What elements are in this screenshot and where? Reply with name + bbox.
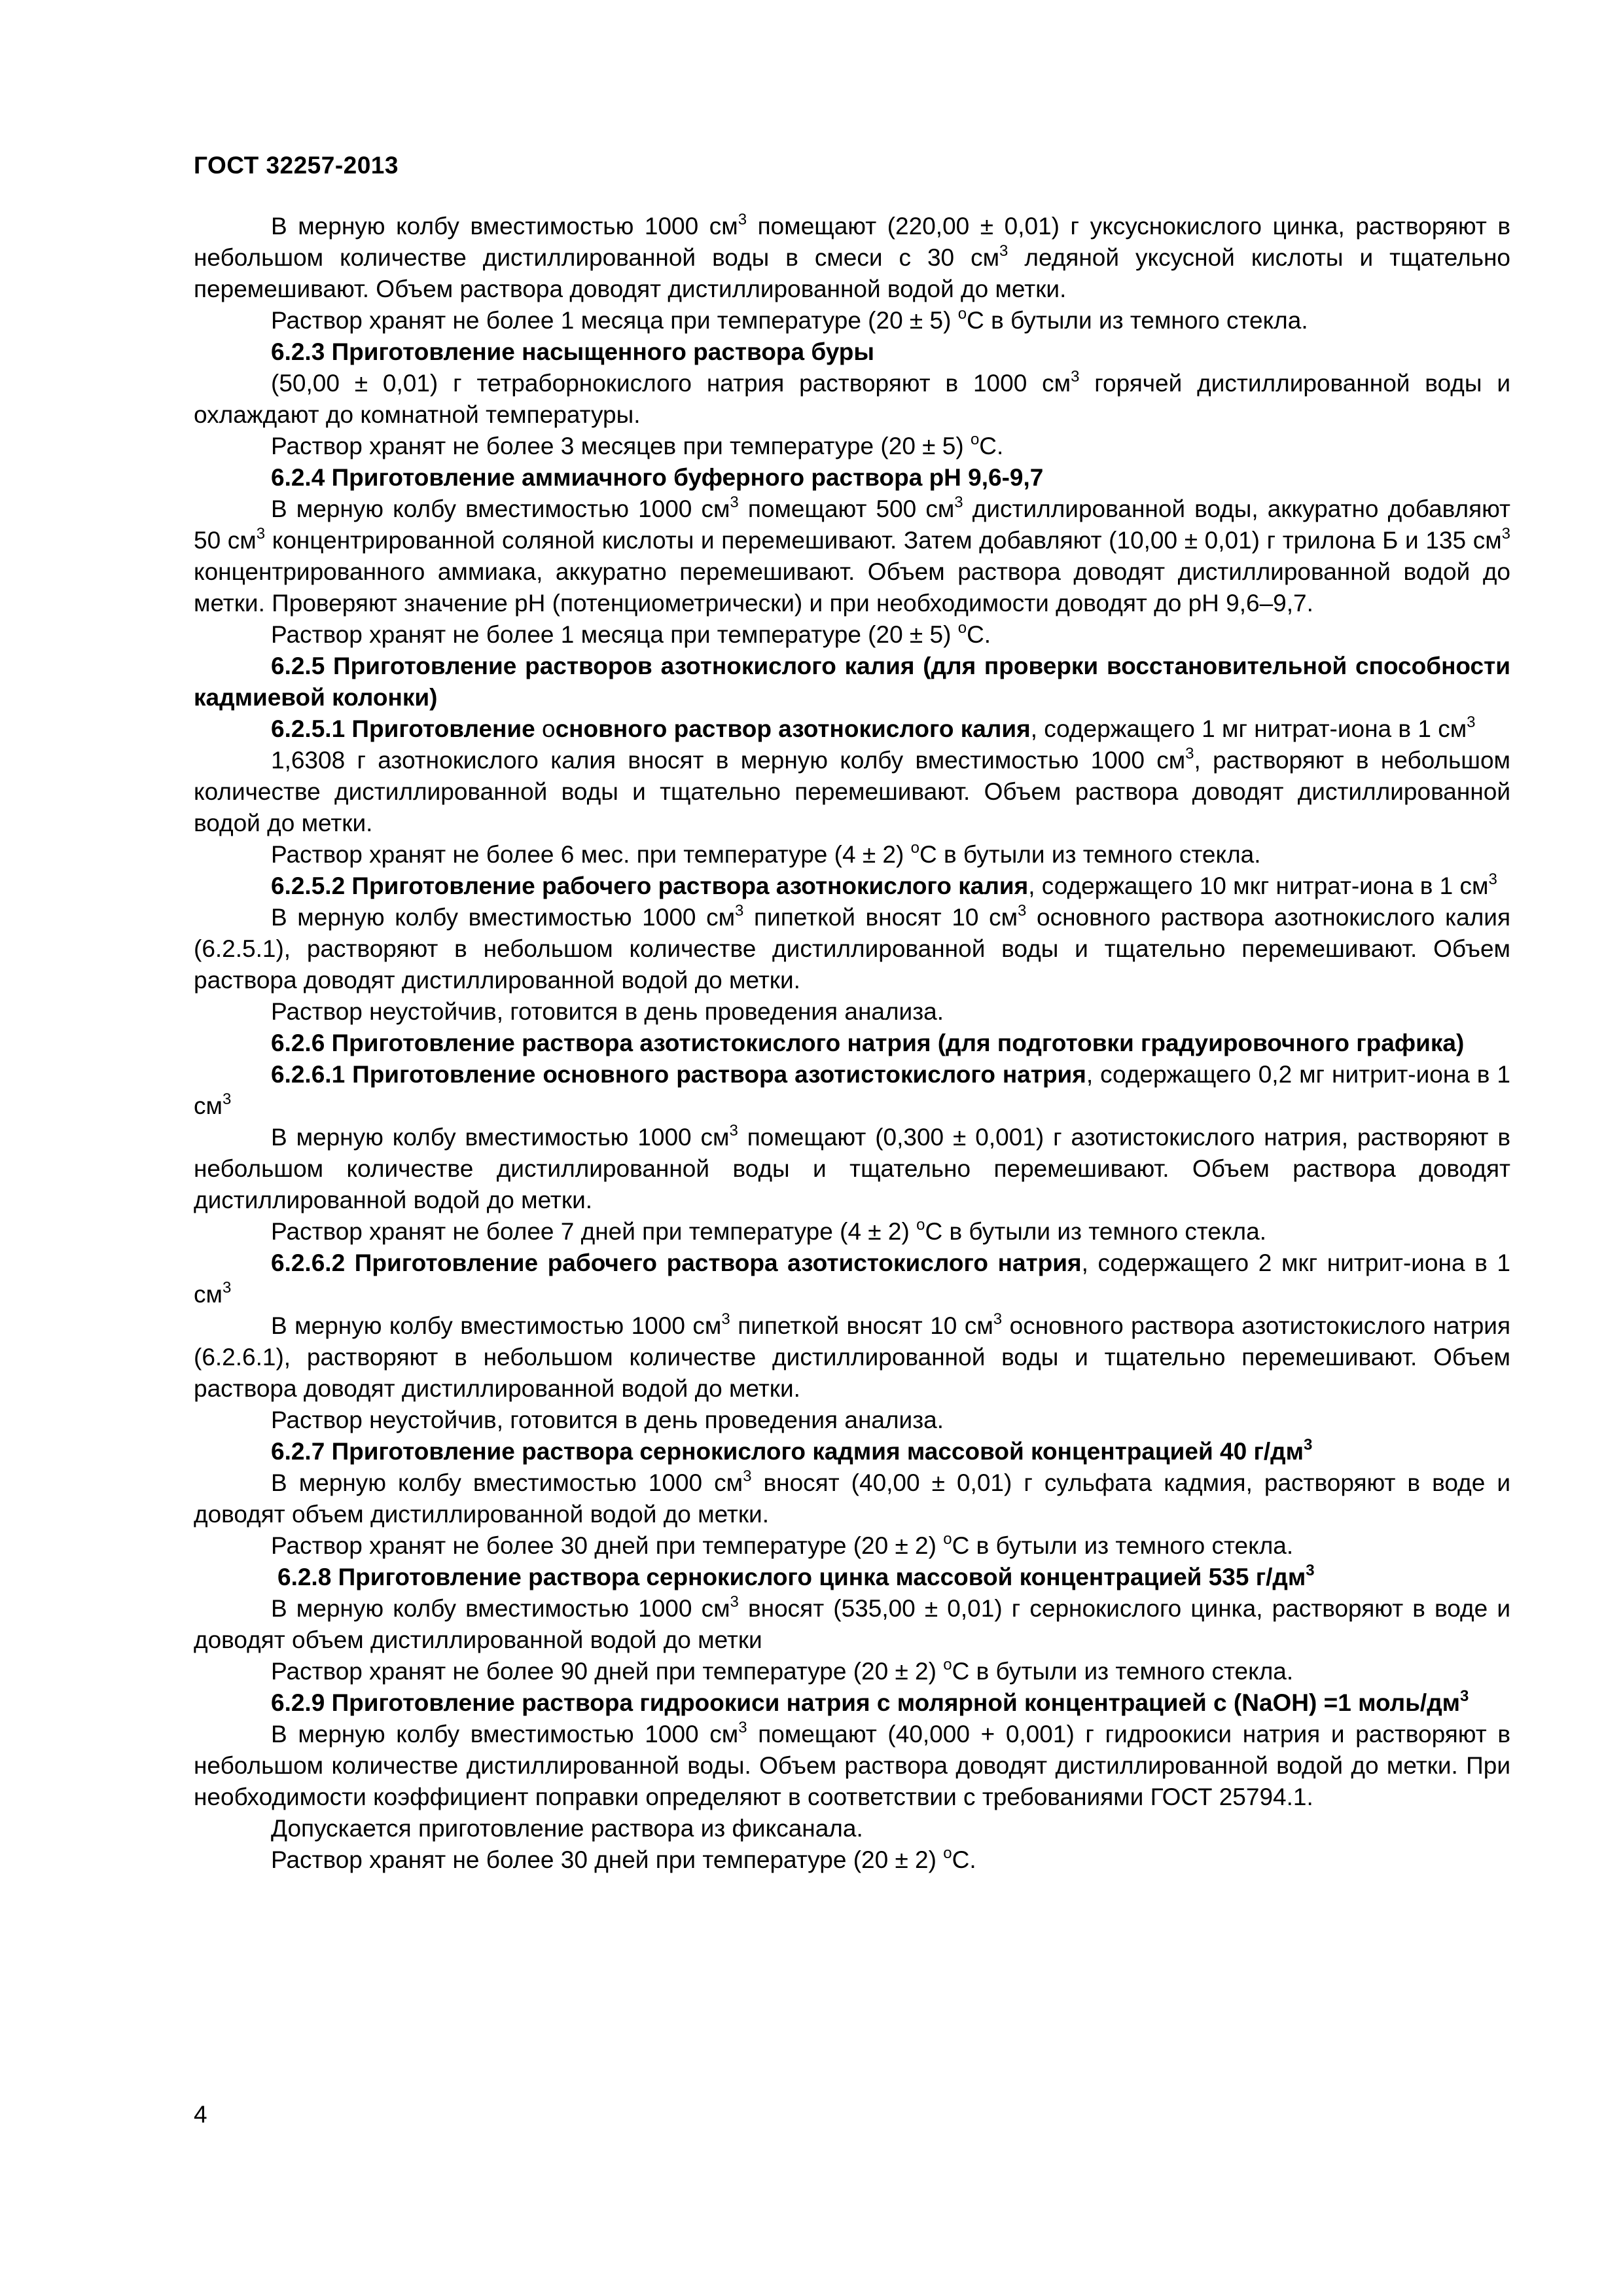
text-run: С. [979, 433, 1004, 459]
superscript: 3 [222, 1279, 232, 1297]
section-heading-h-6-2-8 [194, 1562, 1510, 1593]
superscript: 3 [1071, 368, 1080, 386]
superscript: 3 [256, 525, 266, 543]
text-run: Раствор хранят не более 90 дней при температуре (20 ± 2) [271, 1658, 944, 1685]
paragraph-p-6-2-5-2-title [194, 870, 1510, 902]
superscript: 3 [1501, 525, 1510, 543]
text-run: основного раствора азотнокислого калия (6.2.5.1), растворяют в небольшом количестве дистиллированной воды и тщательно перемешивают. Объем раствора доводят дистиллированной водой до метки. [194, 904, 1511, 994]
text-run: Раствор хранят не более 6 мес. при температуре (4 ± 2) [271, 841, 911, 868]
text-run: С в бутыли из темного стекла. [952, 1532, 1294, 1559]
paragraph-p-zinc-acetate-prep [194, 211, 1510, 305]
text-run: 6.2.5 Приготовление растворов азотнокислого калия (для проверки восстановительной способности кадмиевой колонки) [194, 653, 1510, 711]
text-run: помещают 500 см [738, 495, 955, 522]
text-run: пипеткой вносят 10 см [743, 904, 1018, 931]
superscript: 3 [738, 1719, 747, 1736]
paragraph-p-borax-prep [194, 368, 1510, 431]
text-run: В мерную колбу вместимостью 1000 см [271, 1721, 739, 1748]
text-run: , содержащего 2 мкг нитрит-иона в 1 см [194, 1249, 1510, 1308]
superscript: 3 [730, 493, 739, 511]
superscript: 3 [1467, 713, 1476, 731]
superscript: 3 [730, 1593, 739, 1611]
text-run: помещают (40,000 + 0,001) г гидроокиси натрия и растворяют в небольшом количестве дистиллированной воды. Объем раствора доводят дистиллированной водой до метки. При необходимости коэффициент поправки определяют в соответствии с требованиями ГОСТ 25794.1. [194, 1721, 1511, 1810]
text-run: 6.2.5.1 Приготовление [271, 715, 543, 742]
superscript: о [957, 305, 967, 323]
paragraph-p-zinc-acetate-storage [194, 305, 1510, 336]
text-run: горячей дистиллированной воды и охлаждают до комнатной температуры. [194, 370, 1511, 428]
superscript: 3 [738, 211, 747, 228]
text-run: ледяной уксусной кислоты и тщательно перемешивают. Объем раствора доводят дистиллированной водой до метки. [194, 244, 1510, 302]
superscript: 3 [1018, 902, 1027, 920]
superscript: 3 [993, 1310, 1003, 1328]
text-run: 1,6308 г азотнокислого калия вносят в мерную колбу вместимостью 1000 см [271, 747, 1186, 774]
text-run: С в бутыли из темного стекла. [952, 1658, 1294, 1685]
text-run: С в бутыли из темного стекла. [967, 307, 1308, 334]
superscript: 3 [999, 242, 1008, 260]
text-run: С. [952, 1846, 976, 1873]
document-standard-id: ГОСТ 32257-2013 [194, 152, 399, 179]
paragraph-p-naoh-storage [194, 1844, 1510, 1876]
paragraph-p-6-2-6-1-title [194, 1059, 1510, 1122]
superscript: 3 [1460, 1687, 1469, 1705]
section-heading-h-6-2-4 [194, 462, 1510, 493]
text-run: концентрированного аммиака, аккуратно перемешивают. Объем раствора доводят дистиллированной водой до метки. Проверяют значение рН (потенциометрически) и при необходимости доводят до рН 9,6–9,7. [194, 558, 1510, 617]
text-run: вносят (40,00 ± 0,01) г сульфата кадмия, растворяют в воде и доводят объем дистиллированной водой до метки. [194, 1469, 1511, 1528]
section-heading-h-6-2-5 [194, 651, 1510, 713]
text-run: Раствор хранят не более 30 дней при температуре (20 ± 2) [271, 1846, 944, 1873]
text-run: Раствор хранят не более 1 месяца при температуре (20 ± 5) [271, 621, 958, 648]
text-run: Раствор хранят не более 3 месяцев при температуре (20 ± 5) [271, 433, 971, 459]
superscript: о [970, 431, 980, 448]
text-run: С. [967, 621, 991, 648]
text-run: помещают (0,300 ± 0,001) г азотистокислого натрия, растворяют в небольшом количестве дистиллированной воды и тщательно перемешивают. Объем раствора доводят дистиллированной водой до метки. [194, 1124, 1511, 1213]
superscript: о [916, 1216, 925, 1234]
text-run: концентрированной соляной кислоты и перемешивают. Затем добавляют (10,00 ± 0,01) г трилона Б и 135 см [265, 527, 1502, 554]
paragraph-p-znso4-prep [194, 1593, 1510, 1656]
superscript: о [910, 839, 919, 857]
section-heading-h-6-2-3 [194, 336, 1510, 368]
text-run: Раствор неустойчив, готовится в день проведения анализа. [271, 1407, 944, 1433]
text-run: , содержащего 10 мкг нитрат-иона в 1 см [1028, 872, 1489, 899]
page-number: 4 [194, 2101, 207, 2128]
superscript: о [943, 1656, 952, 1674]
text-run: С в бутыли из темного стекла. [919, 841, 1261, 868]
paragraph-p-borax-storage [194, 431, 1510, 462]
document-body [194, 211, 1510, 1876]
text-run: Раствор неустойчив, готовится в день проведения анализа. [271, 998, 944, 1025]
text-run: В мерную колбу вместимостью 1000 см [271, 904, 736, 931]
text-run: В мерную колбу вместимостью 1000 см [271, 1595, 730, 1622]
paragraph-p-ammonia-buffer-prep [194, 493, 1510, 619]
text-run: вносят (535,00 ± 0,01) г сернокислого цинка, растворяют в воде и доводят объем дистиллированной водой до метки [194, 1595, 1510, 1653]
text-run: В мерную колбу вместимостью 1000 см [271, 495, 730, 522]
paragraph-p-nano2-working-storage [194, 1405, 1510, 1436]
superscript: 3 [729, 1122, 738, 1139]
text-run: 6.2.8 Приготовление раствора сернокислого цинка массовой концентрацией 535 г/дм [277, 1564, 1306, 1590]
superscript: о [957, 619, 967, 637]
text-run: сновного раствор азотнокислого калия [555, 715, 1031, 742]
text-run: основного раствора азотистокислого натрия (6.2.6.1), растворяют в небольшом количестве дистиллированной воды и тщательно перемешивают. Объем раствора доводят дистиллированной водой до метки. [194, 1312, 1510, 1402]
paragraph-p-nano2-stock-prep [194, 1122, 1510, 1216]
superscript: 3 [735, 902, 744, 920]
text-run: 6.2.7 Приготовление раствора сернокислого кадмия массовой концентрацией 40 г/дм [271, 1438, 1304, 1465]
paragraph-p-naoh-prep [194, 1719, 1510, 1813]
text-run: 6.2.4 Приготовление аммиачного буферного раствора рН 9,6-9,7 [271, 464, 1044, 491]
section-heading-h-6-2-6 [194, 1028, 1510, 1059]
text-run: 6.2.6.2 Приготовление рабочего раствора азотистокислого натрия [271, 1249, 1082, 1276]
text-run: В мерную колбу вместимостью 1000 см [271, 1469, 743, 1496]
text-run: В мерную колбу вместимостью 1000 см [271, 1124, 730, 1151]
text-run: Раствор хранят не более 1 месяца при температуре (20 ± 5) [271, 307, 958, 334]
text-run: помещают (220,00 ± 0,01) г уксуснокислого цинка, растворяют в небольшом количестве дистиллированной воды в смеси с 30 см [194, 213, 1510, 271]
text-run: Раствор хранят не более 7 дней при температуре (4 ± 2) [271, 1218, 917, 1245]
text-run: 6.2.9 Приготовление раствора гидроокиси натрия с молярной концентрацией с (NaOH) =1 моль/дм [271, 1689, 1461, 1716]
text-run: В мерную колбу вместимостью 1000 см [271, 213, 738, 240]
superscript: 3 [222, 1090, 232, 1108]
superscript: 3 [1304, 1436, 1313, 1454]
superscript: о [943, 1530, 952, 1548]
paragraph-p-6-2-5-1-title [194, 713, 1510, 745]
text-run: 6.2.5.2 Приготовление рабочего раствора азотнокислого калия [271, 872, 1029, 899]
paragraph-p-nano2-stock-storage [194, 1216, 1510, 1247]
paragraph-p-6-2-6-2-title [194, 1247, 1510, 1310]
text-run: Раствор хранят не более 30 дней при температуре (20 ± 2) [271, 1532, 944, 1559]
text-run: Допускается приготовление раствора из фиксанала. [271, 1815, 863, 1842]
section-heading-h-6-2-7 [194, 1436, 1510, 1467]
text-run: В мерную колбу вместимостью 1000 см [271, 1312, 722, 1339]
superscript: 3 [1488, 870, 1497, 888]
paragraph-p-ammonia-buffer-storage [194, 619, 1510, 651]
superscript: 3 [743, 1467, 752, 1485]
superscript: 3 [954, 493, 963, 511]
paragraph-p-cdso4-prep [194, 1467, 1510, 1530]
superscript: 3 [721, 1310, 730, 1328]
paragraph-p-kno3-stock-prep [194, 745, 1510, 839]
text-run: , растворяют в небольшом количестве дистиллированной воды и тщательно перемешивают. Объем раствора доводят дистиллированной водой до метки. [194, 747, 1510, 836]
paragraph-p-kno3-working-prep [194, 902, 1510, 996]
paragraph-p-kno3-working-storage [194, 996, 1510, 1028]
superscript: 3 [1306, 1562, 1315, 1579]
text-run: 6.2.3 Приготовление насыщенного раствора буры [271, 338, 875, 365]
paragraph-p-naoh-fixanal [194, 1813, 1510, 1844]
text-run: дистиллированной воды, аккуратно добавляют 50 см [194, 495, 1510, 554]
text-run: 6.2.6 Приготовление раствора азотистокислого натрия (для подготовки градуировочного графика) [271, 1030, 1465, 1056]
superscript: 3 [1185, 745, 1194, 762]
paragraph-p-znso4-storage [194, 1656, 1510, 1687]
paragraph-p-cdso4-storage [194, 1530, 1510, 1562]
paragraph-p-nano2-working-prep [194, 1310, 1510, 1405]
paragraph-p-kno3-stock-storage [194, 839, 1510, 870]
text-run: пипеткой вносят 10 см [730, 1312, 993, 1339]
text-run: , содержащего 1 мг нитрат-иона в 1 см [1030, 715, 1467, 742]
text-run: С в бутыли из темного стекла. [925, 1218, 1266, 1245]
text-run: (50,00 ± 0,01) г тетраборнокислого натрия растворяют в 1000 см [271, 370, 1071, 397]
text-run: , содержащего 0,2 мг нитрит-иона в 1 см [194, 1061, 1511, 1119]
superscript: о [943, 1844, 952, 1862]
section-heading-h-6-2-9 [194, 1687, 1510, 1719]
text-run: 6.2.6.1 Приготовление основного раствора азотистокислого натрия [271, 1061, 1086, 1088]
text-run: о [542, 715, 556, 742]
